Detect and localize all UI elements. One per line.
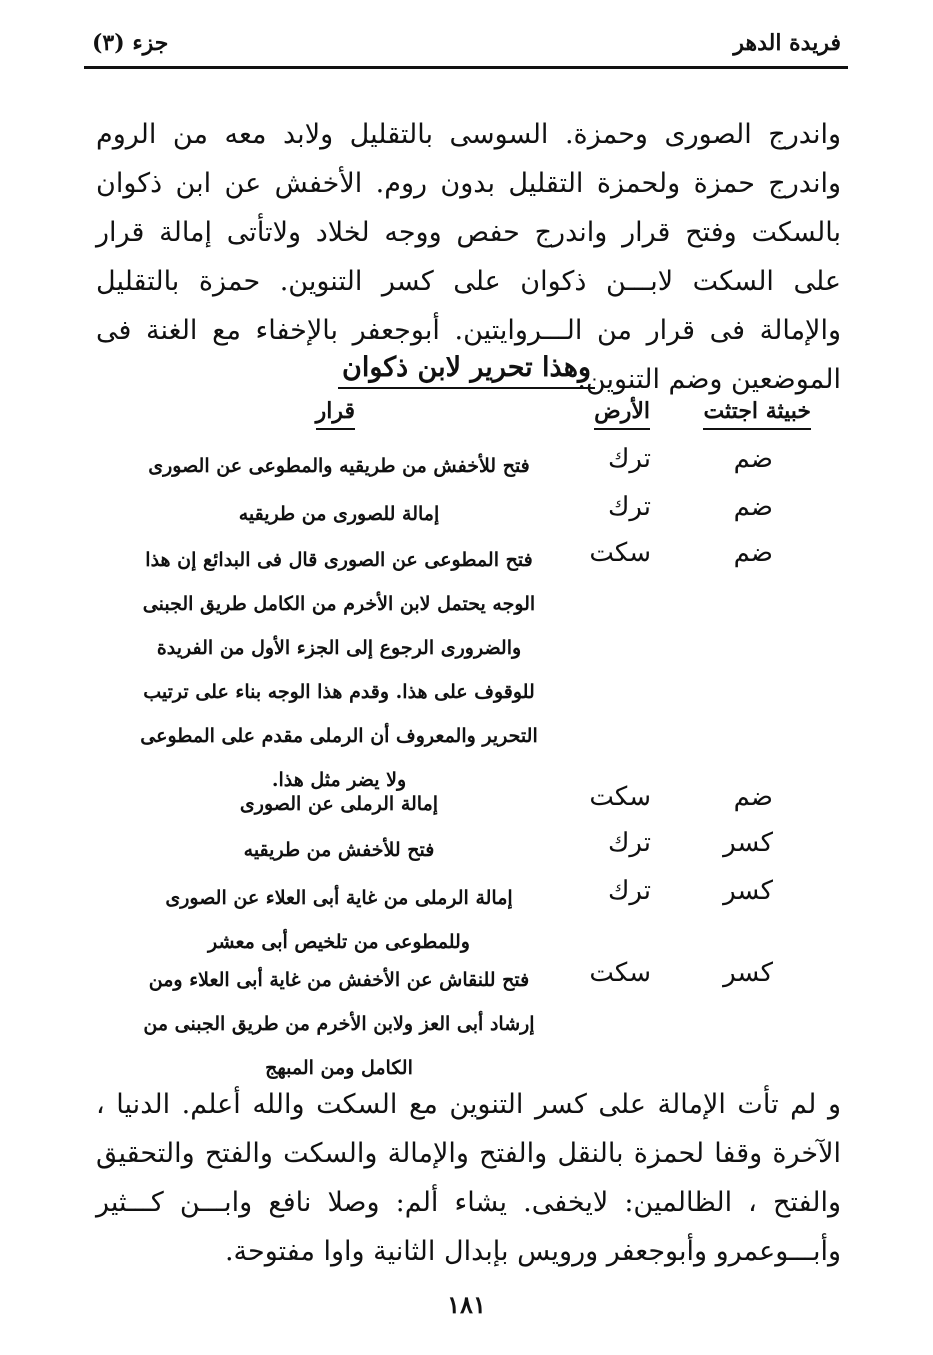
column-header-qarar: قرار [316,398,355,430]
table-cell: سكت [589,782,651,812]
column-header-khabitha: خبيثة اجتثت [703,398,811,430]
table-cell: ترك [607,876,651,906]
table-row [0,958,933,1079]
running-header-part: جزء (٣) [92,30,169,56]
section-title-text: وهذا تحرير لابن ذكوان [338,352,595,389]
table-row [0,492,933,525]
column-header-ard: الأرض [594,398,650,430]
table-cell: إمالة الرملى من غاية أبى العلاء عن الصورى وللمطوعى من تلخيص أبى معشر [165,887,513,953]
closing-paragraph: و لم تأت الإمالة على كسر التنوين مع السكت والله أعلم. الدنيا ، الآخرة وقفا لحمزة بالنقل والفتح والإمالة والسكت والفتح والتحقيق والفتح ، الظالمين: لايخفى. يشاء ألم: وصلا نافع وابـــن كـــثير وأبـــوعمرو وأبوجعفر ورويس بإبدال الثانية واوا مفتوحة. [96,1089,841,1267]
table-cell: ضم [733,782,773,812]
section-title [0,352,933,383]
table-row [0,876,933,953]
table-row [0,782,933,815]
table-cell: ضم [733,444,773,474]
table-cell: كسر [723,828,773,858]
table-cell: كسر [723,958,773,988]
table-row [0,444,933,477]
table-cell: فتح للأخفش من طريقيه والمطوعى عن الصورى [148,455,530,477]
table-row [0,538,933,791]
table-row [0,828,933,861]
table-cell: ضم [733,492,773,522]
intro-paragraph: واندرج الصورى وحمزة. السوسى بالتقليل ولابد معه من الروم واندرج حمزة ولحمزة التقليل بدون روم. الأخفش عن ابن ذكوان بالسكت وفتح قرار واندرج حفص ووجه لخلاد ولاتأتى إمالة قرار على السكت لابـــن ذكوان على كسر التنوين. حمزة بالتقليل والإمالة فى قرار من الـــروايتين. أبوجعفر بالإخفاء مع الغنة فى الموضعين وضم التنوين. [96,119,841,395]
table-cell: ترك [607,828,651,858]
page-number: ١٨١ [447,1290,486,1319]
table-cell: فتح المطوعى عن الصورى قال فى البدائع إن هذا الوجه يحتمل لابن الأخرم من الكامل طريق الجبنى والضرورى الرجوع إلى الجزء الأول من الفريدة للوقوف على هذا. وقدم هذا الوجه بناء على ترتيب التحرير والمعروف أن الرملى مقدم على المطوعى ولا يضر مثل هذا. [140,549,538,791]
table-cell: ترك [607,492,651,522]
header-divider [84,66,848,69]
running-header-title: فريدة الدهر [733,30,841,56]
table-cell: فتح للنقاش عن الأخفش من غاية أبى العلاء ومن إرشاد أبى العز ولابن الأخرم من طريق الجبنى من الكامل ومن المبهج [143,969,535,1079]
table-cell: إمالة للصورى من طريقيه [238,503,440,525]
table-cell: إمالة الرملى عن الصورى [239,793,439,815]
table-cell: كسر [723,876,773,906]
table-cell: فتح للأخفش من طريقيه [243,839,435,861]
table-cell: ترك [607,444,651,474]
table-cell: ضم [733,538,773,568]
table-cell: سكت [589,958,651,988]
table-cell: سكت [589,538,651,568]
